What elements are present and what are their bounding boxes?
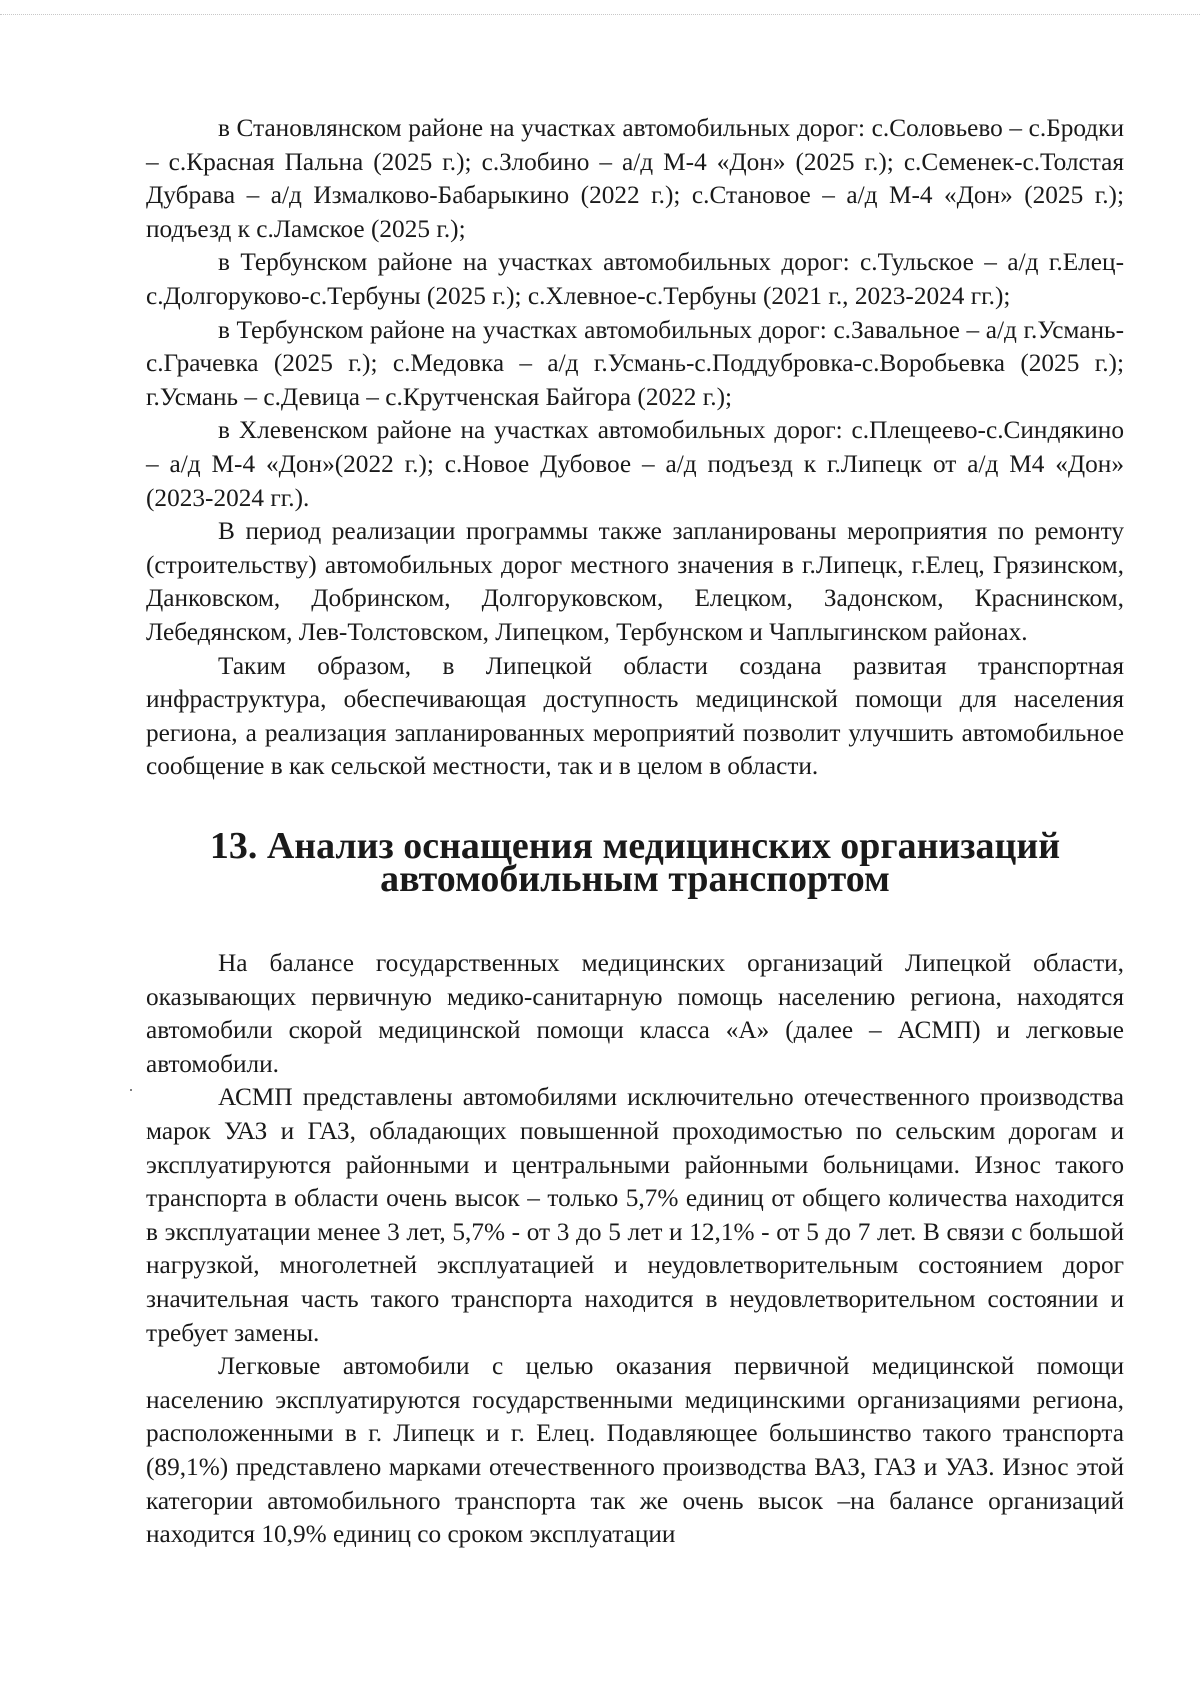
section-heading-line-2: автомобильным транспортом [380, 858, 890, 901]
scan-top-edge [0, 14, 1200, 15]
paragraph-local-roads: В период реализации программы также запланированы мероприятия по ремонту (строительству) автомобильных дорог местного значения в г.Липецк, г.Елец, Грязинском, Данковском, Добринском, Долгоруковском, Елецком, Задонском, Краснинском, Лебедянском, Лев-Толстовском, Липецком, Тербунском и Чаплыгинском районах. [146, 517, 1124, 646]
paragraph-terbunsky-2: в Тербунском районе на участках автомобильных дорог: с.Завальное – а/д г.Усмань-с.Грачевка (2025 г.); с.Медовка – а/д г.Усмань-с.Поддубровка-с.Воробьевка (2025 г.); г.Усмань – с.Девица – с.Крутченская Байгора (2022 г.); [146, 315, 1124, 411]
section-heading [146, 824, 1124, 901]
paragraph-terbunsky-1: в Тербунском районе на участках автомобильных дорог: с.Тульское – а/д г.Елец-с.Долгоруково-с.Тербуны (2025 г.); с.Хлевное-с.Тербуны (2021 г., 2023-2024 гг.); [146, 248, 1124, 310]
paragraph-khlevensky: в Хлевенском районе на участках автомобильных дорог: с.Плещеево-с.Синдякино – а/д М-4 «Дон»(2022 г.); с.Новое Дубовое – а/д подъезд к г.Липецк от а/д М4 «Дон» (2023-2024 гг.). [146, 416, 1124, 512]
paragraph-passenger-cars: Легковые автомобили с целью оказания первичной медицинской помощи населению эксплуатируются государственными медицинскими организациями региона, расположенными в г. Липецк и г. Елец. Подавляющее большинство такого транспорта (89,1%) представлено марками отечественного производства ВАЗ, ГАЗ и УАЗ. Износ этой категории автомобильного транспорта так же очень высок –на балансе организаций находится 10,9% единиц со сроком эксплуатации [146, 1352, 1124, 1549]
paragraph-stanovlyansky: в Становлянском районе на участках автомобильных дорог: с.Соловьево – с.Бродки – с.Красная Пальна (2025 г.); с.Злобино – а/д М-4 «Дон» (2025 г.); с.Семенек-с.Толстая Дубрава – а/д Измалково-Бабарыкино (2022 г.); с.Становое – а/д М-4 «Дон» (2025 г.); подъезд к с.Ламское (2025 г.); [146, 114, 1124, 243]
section-heading-line-1: 13. Анализ оснащения медицинских организаций [209, 824, 1061, 867]
document-text [146, 112, 1124, 1552]
paragraph-asmp: АСМП представлены автомобилями исключительно отечественного производства марок УАЗ и ГАЗ, обладающих повышенной проходимостью по сельским дорогам и эксплуатируются районными и центральными районными больницами. Износ такого транспорта в области очень высок – только 5,7% единиц от общего количества находится в эксплуатации менее 3 лет, 5,7% - от 3 до 5 лет и 12,1% - от 5 до 7 лет. В связи с большой нагрузкой, многолетней эксплуатацией и неудовлетворительным состоянием дорог значительная часть такого транспорта находится в неудовлетворительном состоянии и требует замены. [146, 1083, 1124, 1347]
scan-speck [130, 1089, 132, 1091]
paragraph-conclusion: Таким образом, в Липецкой области создана развитая транспортная инфраструктура, обеспечивающая доступность медицинской помощи для населения региона, а реализация запланированных мероприятий позволит улучшить автомобильное сообщение в как сельской местности, так и в целом в области. [146, 651, 1124, 781]
paragraph-balance: На балансе государственных медицинских организаций Липецкой области, оказывающих первичную медико-санитарную помощь населению региона, находятся автомобили скорой медицинской помощи класса «А» (далее – АСМП) и легковые автомобили. [146, 949, 1124, 1078]
